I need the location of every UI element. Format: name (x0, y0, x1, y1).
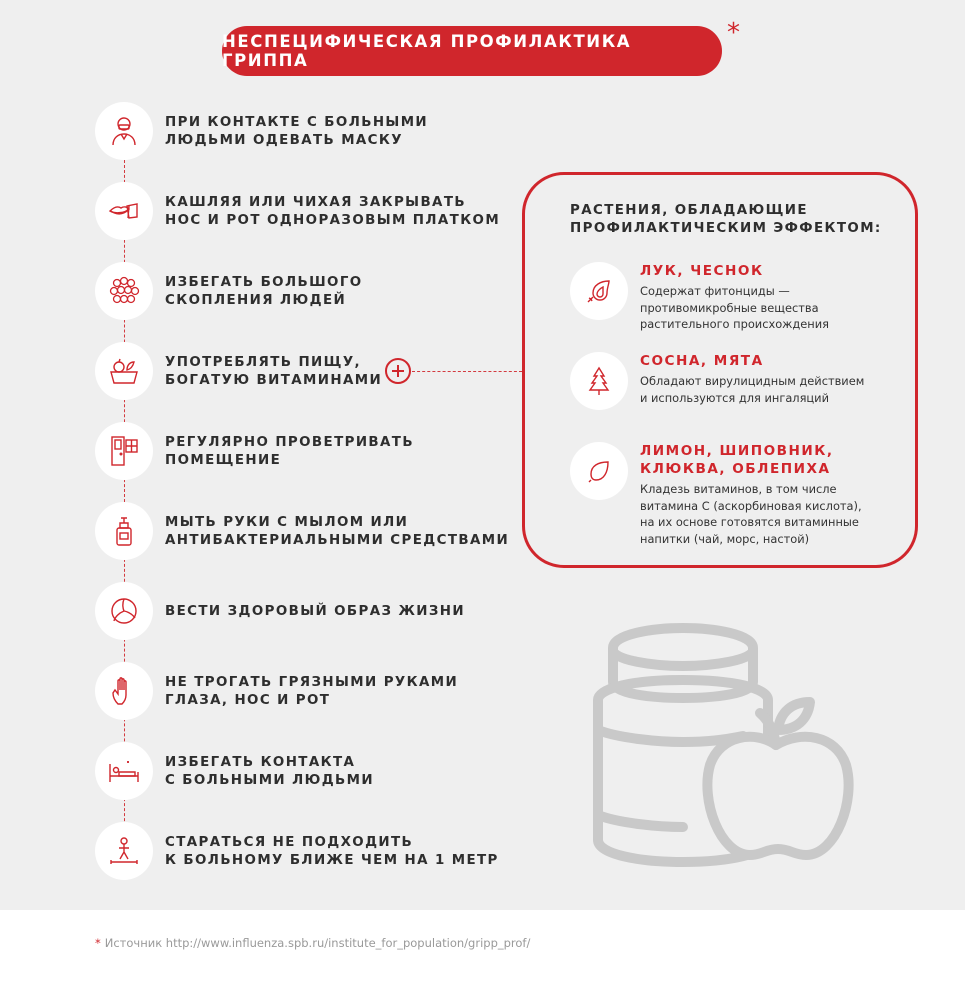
volleyball-icon (95, 582, 153, 640)
plants-info-box (522, 172, 918, 568)
mouth-tissue-icon (95, 182, 153, 240)
vitamin-jar-apple-illustration (578, 620, 858, 880)
window-door-icon (95, 422, 153, 480)
item-text: КАШЛЯЯ ИЛИ ЧИХАЯ ЗАКРЫВАТЬ НОС И РОТ ОДНОРАЗОВЫМ ПЛАТКОМ (165, 195, 501, 228)
plant-name: ЛИМОН, ШИПОВНИК, КЛЮКВА, ОБЛЕПИХА (640, 443, 834, 477)
list-item (95, 742, 535, 802)
fruit-basket-icon (95, 342, 153, 400)
hand-icon (95, 662, 153, 720)
title-banner (222, 26, 722, 76)
face-mask-icon (95, 102, 153, 160)
soap-bottle-icon (95, 502, 153, 560)
source-text: Источник http://www.influenza.spb.ru/institute_for_population/gripp_prof/ (104, 936, 531, 950)
list-item (95, 342, 535, 402)
sick-bed-icon (95, 742, 153, 800)
item-text: УПОТРЕБЛЯТЬ ПИЩУ, БОГАТУЮ ВИТАМИНАМИ (165, 355, 383, 388)
item-text: СТАРАТЬСЯ НЕ ПОДХОДИТЬ К БОЛЬНОМУ БЛИЖЕ ЧЕМ НА 1 МЕТР (165, 835, 499, 868)
onion-icon (570, 262, 628, 320)
pine-tree-icon (570, 352, 628, 410)
item-text: ИЗБЕГАТЬ БОЛЬШОГО СКОПЛЕНИЯ ЛЮДЕЙ (165, 275, 363, 308)
list-item (95, 582, 535, 642)
list-item (95, 422, 535, 482)
item-text: ИЗБЕГАТЬ КОНТАКТА С БОЛЬНЫМИ ЛЮДЬМИ (165, 755, 374, 788)
page-title: НЕСПЕЦИФИЧЕСКАЯ ПРОФИЛАКТИКА ГРИППА (222, 32, 632, 70)
list-item (95, 182, 535, 242)
crowd-icon (95, 262, 153, 320)
plant-name: ЛУК, ЧЕСНОК (640, 263, 764, 279)
item-text: ВЕСТИ ЗДОРОВЫЙ ОБРАЗ ЖИЗНИ (165, 604, 466, 619)
list-item (95, 822, 535, 882)
item-text: ПРИ КОНТАКТЕ С БОЛЬНЫМИ ЛЮДЬМИ ОДЕВАТЬ МАСКУ (165, 115, 429, 148)
plant-name: СОСНА, МЯТА (640, 353, 764, 369)
plus-connector-line (412, 371, 522, 372)
distance-person-icon (95, 822, 153, 880)
list-item (95, 502, 535, 562)
plants-box-heading: РАСТЕНИЯ, ОБЛАДАЮЩИЕ ПРОФИЛАКТИЧЕСКИМ ЭФФЕКТОМ: (570, 203, 882, 236)
title-asterisk: * (727, 18, 740, 48)
item-text: МЫТЬ РУКИ С МЫЛОМ ИЛИ АНТИБАКТЕРИАЛЬНЫМИ СРЕДСТВАМИ (165, 515, 510, 548)
item-text: РЕГУЛЯРНО ПРОВЕТРИВАТЬ ПОМЕЩЕНИЕ (165, 435, 414, 468)
item-text: НЕ ТРОГАТЬ ГРЯЗНЫМИ РУКАМИ ГЛАЗА, НОС И РОТ (165, 675, 459, 708)
source-asterisk: * (95, 936, 101, 950)
source-note (95, 936, 530, 950)
list-item (95, 262, 535, 322)
expand-plus-icon[interactable] (385, 358, 411, 384)
plant-description: Содержат фитонциды — противомикробные вещества растительного происхождения (640, 284, 830, 331)
plant-description: Кладезь витаминов, в том числе витамина С (аскорбиновая кислота), на их основе готовятся витаминные напитки (чай, морс, настой) (640, 482, 862, 546)
lemon-icon (570, 442, 628, 500)
list-item (95, 662, 535, 722)
list-item (95, 102, 535, 162)
plant-description: Обладают вирулицидным действием и используются для ингаляций (640, 374, 865, 405)
